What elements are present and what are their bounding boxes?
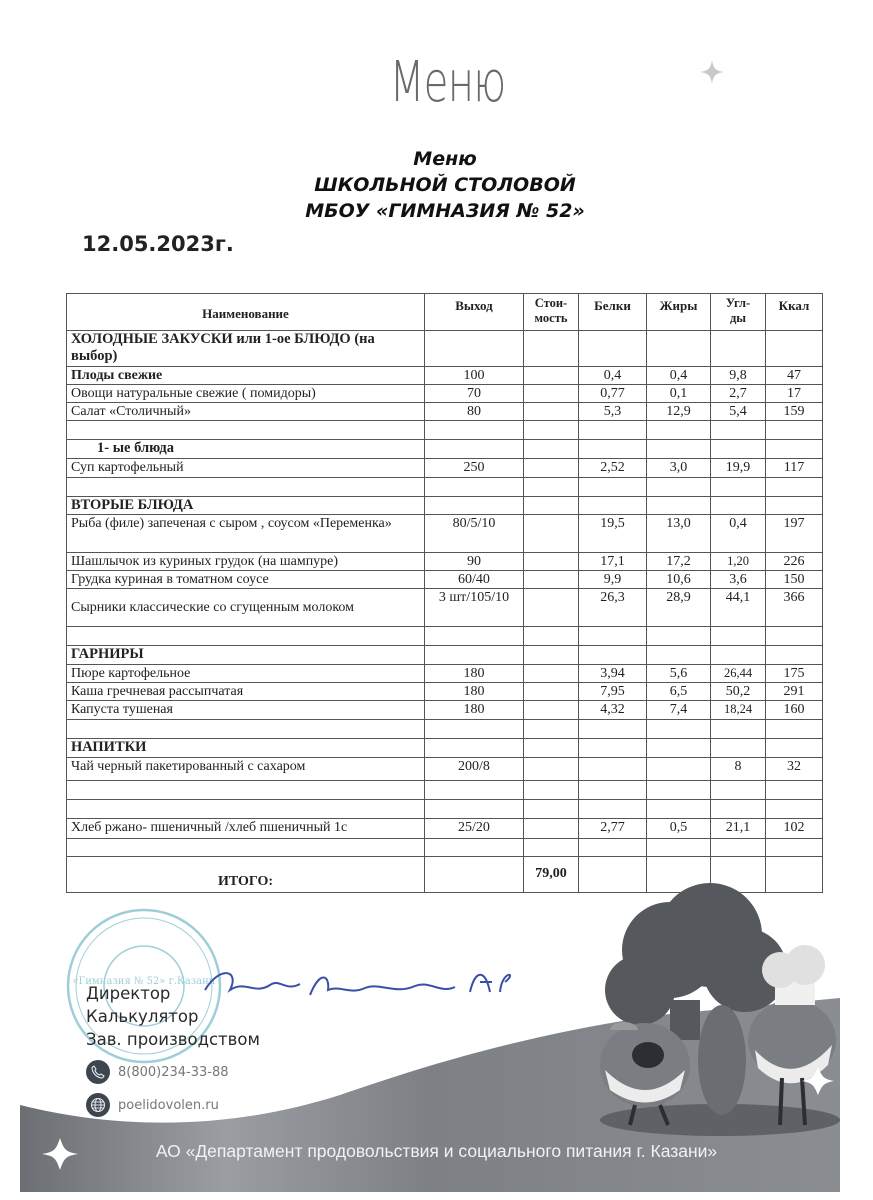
cell-kcal <box>766 440 823 459</box>
cell-name: Рыба (филе) запеченая с сыром , соусом «Переменка» <box>67 515 425 553</box>
cell-fat: 0,1 <box>647 385 711 403</box>
cell-protein: 9,9 <box>579 571 647 589</box>
cell-fat <box>647 739 711 758</box>
cell-name: Суп картофельный <box>67 459 425 478</box>
phone-number: 8(800)234-33-88 <box>118 1064 229 1080</box>
cell-carbs: 26,44 <box>711 665 766 683</box>
cell-protein: 2,77 <box>579 819 647 839</box>
column-header-cost-line1: Стои- <box>534 296 568 310</box>
role-director: Директор <box>86 984 171 1003</box>
cell-name <box>67 627 425 646</box>
cell-cost <box>524 646 579 665</box>
decorative-title: Меню <box>389 50 506 115</box>
cell-protein: 7,95 <box>579 683 647 701</box>
cell-name: Чай черный пакетированный с сахаром <box>67 758 425 781</box>
cell-cost <box>524 571 579 589</box>
table-row <box>67 367 823 385</box>
cell-fat: 10,6 <box>647 571 711 589</box>
cell-kcal <box>766 497 823 515</box>
cell-carbs: 5,4 <box>711 403 766 421</box>
cell-name <box>67 421 425 440</box>
cell-kcal <box>766 781 823 800</box>
cell-protein <box>579 839 647 857</box>
cell-carbs: 1,20 <box>711 553 766 571</box>
column-header-name: Наименование <box>67 294 425 331</box>
table-row <box>67 683 823 701</box>
cell-name: Каша гречневая рассыпчатая <box>67 683 425 701</box>
cell-kcal <box>766 739 823 758</box>
cell-carbs: 50,2 <box>711 683 766 701</box>
cell-protein: 19,5 <box>579 515 647 553</box>
title-line-3: МБОУ «ГИМНАЗИЯ № 52» <box>305 200 585 222</box>
cell-name: Грудка куриная в томатном соусе <box>67 571 425 589</box>
cell-carbs: 2,7 <box>711 385 766 403</box>
cell-kcal <box>766 720 823 739</box>
cell-name: Овощи натуральные свежие ( помидоры) <box>67 385 425 403</box>
cell-cost <box>524 627 579 646</box>
table-row <box>67 589 823 627</box>
cell-cost <box>524 701 579 720</box>
cell-cost <box>524 385 579 403</box>
cell-yield <box>425 331 524 367</box>
cell-yield <box>425 478 524 497</box>
cell-fat <box>647 421 711 440</box>
cell-protein <box>579 331 647 367</box>
cell-protein <box>579 720 647 739</box>
cell-yield <box>425 421 524 440</box>
cell-name <box>67 839 425 857</box>
cell-yield <box>425 800 524 819</box>
table-row <box>67 459 823 478</box>
cell-protein: 4,32 <box>579 701 647 720</box>
contact-website <box>86 1093 219 1117</box>
cell-carbs: 8 <box>711 758 766 781</box>
cell-yield <box>425 781 524 800</box>
cell-name: Пюре картофельное <box>67 665 425 683</box>
cell-cost <box>524 781 579 800</box>
table-header-row <box>67 294 823 331</box>
empty-row <box>67 627 823 646</box>
cell-cost <box>524 421 579 440</box>
phone-icon <box>86 1060 110 1084</box>
empty-row <box>67 839 823 857</box>
cell-protein: 5,3 <box>579 403 647 421</box>
section-row <box>67 646 823 665</box>
cell-cost <box>524 478 579 497</box>
cell-name: Шашлычок из куриных грудок (на шампуре) <box>67 553 425 571</box>
cell-fat <box>647 497 711 515</box>
cell-fat: 13,0 <box>647 515 711 553</box>
cell-yield <box>425 627 524 646</box>
cell-carbs <box>711 839 766 857</box>
cell-protein <box>579 739 647 758</box>
cell-carbs <box>711 739 766 758</box>
empty-row <box>67 478 823 497</box>
title-line-2: ШКОЛЬНОЙ СТОЛОВОЙ <box>314 174 576 196</box>
cell-name <box>67 478 425 497</box>
cell-protein <box>579 800 647 819</box>
section-row <box>67 497 823 515</box>
cell-protein <box>579 421 647 440</box>
cell-cost <box>524 331 579 367</box>
cell-name: ГАРНИРЫ <box>67 646 425 665</box>
cell-carbs <box>711 646 766 665</box>
empty-row <box>67 781 823 800</box>
cell-carbs: 18,24 <box>711 701 766 720</box>
cell-cost <box>524 819 579 839</box>
column-header-kcal: Ккал <box>766 294 823 331</box>
total-cost: 79,00 <box>524 857 579 893</box>
website-link[interactable]: poelidovolen.ru <box>118 1097 219 1113</box>
cell-fat: 17,2 <box>647 553 711 571</box>
cell-carbs <box>711 800 766 819</box>
table-row <box>67 515 823 553</box>
cell-protein <box>579 478 647 497</box>
cell-cost <box>524 739 579 758</box>
table-row <box>67 385 823 403</box>
cell-yield <box>425 739 524 758</box>
cell-protein <box>579 440 647 459</box>
cell-carbs <box>711 421 766 440</box>
cell-yield: 3 шт/105/10 <box>425 589 524 627</box>
cell-yield: 80 <box>425 403 524 421</box>
cell-carbs <box>711 331 766 367</box>
cell-fat <box>647 781 711 800</box>
cell-fat <box>647 720 711 739</box>
cell-kcal <box>766 800 823 819</box>
cell-fat: 6,5 <box>647 683 711 701</box>
role-production-manager: Зав. производством <box>86 1030 260 1049</box>
cell-carbs: 19,9 <box>711 459 766 478</box>
cell-kcal <box>766 478 823 497</box>
cell-carbs <box>711 627 766 646</box>
table-row <box>67 758 823 781</box>
cell-yield: 25/20 <box>425 819 524 839</box>
cell-protein: 0,4 <box>579 367 647 385</box>
cell-yield: 250 <box>425 459 524 478</box>
cell-kcal <box>766 331 823 367</box>
column-header-carbs-line2: ды <box>729 311 747 325</box>
cell-protein: 2,52 <box>579 459 647 478</box>
table-row <box>67 403 823 421</box>
cell-protein: 3,94 <box>579 665 647 683</box>
cell-protein: 26,3 <box>579 589 647 627</box>
cell-carbs <box>711 497 766 515</box>
column-header-yield: Выход <box>425 294 524 331</box>
page-title <box>260 146 630 224</box>
cell-fat: 5,6 <box>647 665 711 683</box>
cell-protein <box>579 497 647 515</box>
svg-text:«Гимназия № 52» г.Казани: «Гимназия № 52» г.Казани <box>72 976 216 987</box>
cell-cost <box>524 459 579 478</box>
cell-protein <box>579 627 647 646</box>
cell-cost <box>524 665 579 683</box>
title-line-1: Меню <box>413 148 477 170</box>
cell-carbs <box>711 781 766 800</box>
cell-name: Плоды свежие <box>67 367 425 385</box>
empty-row <box>67 800 823 819</box>
cell-name: ХОЛОДНЫЕ ЗАКУСКИ или 1-ое БЛЮДО (на выбор) <box>67 331 425 367</box>
cell-kcal: 175 <box>766 665 823 683</box>
cell-cost <box>524 497 579 515</box>
cell-yield: 100 <box>425 367 524 385</box>
cell-kcal: 117 <box>766 459 823 478</box>
cell-yield: 180 <box>425 665 524 683</box>
cell-cost <box>524 683 579 701</box>
cell-kcal: 291 <box>766 683 823 701</box>
cell-fat: 7,4 <box>647 701 711 720</box>
cell-name: Капуста тушеная <box>67 701 425 720</box>
cell-yield: 180 <box>425 701 524 720</box>
cell-protein <box>579 646 647 665</box>
cell-cost <box>524 758 579 781</box>
cell-fat <box>647 758 711 781</box>
cell-fat <box>647 627 711 646</box>
cell-protein: 17,1 <box>579 553 647 571</box>
column-header-cost <box>524 294 579 331</box>
cell-yield <box>425 646 524 665</box>
cell-yield: 80/5/10 <box>425 515 524 553</box>
column-header-fat: Жиры <box>647 294 711 331</box>
cell-fat <box>647 478 711 497</box>
cell-kcal: 32 <box>766 758 823 781</box>
cell-name <box>67 800 425 819</box>
cell-fat: 0,4 <box>647 367 711 385</box>
cell-yield: 90 <box>425 553 524 571</box>
cell-fat <box>647 646 711 665</box>
cell-carbs <box>711 478 766 497</box>
cell-carbs: 3,6 <box>711 571 766 589</box>
cell-fat: 3,0 <box>647 459 711 478</box>
cell-name: 1- ые блюда <box>67 440 425 459</box>
column-header-carbs <box>711 294 766 331</box>
empty-row <box>67 720 823 739</box>
cell-protein <box>579 781 647 800</box>
empty-row <box>67 421 823 440</box>
cell-kcal: 197 <box>766 515 823 553</box>
cell-name <box>67 781 425 800</box>
cell-yield <box>425 839 524 857</box>
cell-fat: 0,5 <box>647 819 711 839</box>
cell-yield: 180 <box>425 683 524 701</box>
cell-fat: 28,9 <box>647 589 711 627</box>
cell-kcal: 226 <box>766 553 823 571</box>
cell-kcal <box>766 839 823 857</box>
cell-kcal <box>766 421 823 440</box>
cell-yield: 200/8 <box>425 758 524 781</box>
cell-cost <box>524 515 579 553</box>
cell-name: Хлеб ржано- пшеничный /хлеб пшеничный 1с <box>67 819 425 839</box>
cell-fat <box>647 800 711 819</box>
section-row <box>67 739 823 758</box>
cell-yield <box>425 720 524 739</box>
cell-kcal <box>766 627 823 646</box>
cell-fat <box>647 440 711 459</box>
cell-yield <box>425 440 524 459</box>
sparkle-icon <box>698 58 726 86</box>
section-row <box>67 331 823 367</box>
cell-protein: 0,77 <box>579 385 647 403</box>
cell-kcal: 47 <box>766 367 823 385</box>
cell-cost <box>524 440 579 459</box>
table-row <box>67 571 823 589</box>
cell-kcal: 150 <box>766 571 823 589</box>
cell-cost <box>524 367 579 385</box>
mascot-illustration <box>560 880 850 1140</box>
cell-name: Сырники классические со сгущенным молоком <box>67 589 425 627</box>
cell-fat <box>647 839 711 857</box>
cell-carbs: 21,1 <box>711 819 766 839</box>
cell-carbs: 9,8 <box>711 367 766 385</box>
cell-cost <box>524 800 579 819</box>
table-row <box>67 665 823 683</box>
cell-carbs <box>711 720 766 739</box>
cell-name: Салат «Столичный» <box>67 403 425 421</box>
cell-carbs: 0,4 <box>711 515 766 553</box>
cell-fat: 12,9 <box>647 403 711 421</box>
cell-cost <box>524 720 579 739</box>
cell-cost <box>524 403 579 421</box>
cell-kcal <box>766 646 823 665</box>
cell-cost <box>524 839 579 857</box>
cell-name: ВТОРЫЕ БЛЮДА <box>67 497 425 515</box>
cell-carbs <box>711 440 766 459</box>
table-row <box>67 553 823 571</box>
cell-cost <box>524 589 579 627</box>
cell-name <box>67 720 425 739</box>
role-calculator: Калькулятор <box>86 1007 199 1026</box>
section-row <box>67 440 823 459</box>
cell-kcal: 102 <box>766 819 823 839</box>
menu-date: 12.05.2023г. <box>82 232 234 256</box>
cell-yield <box>425 497 524 515</box>
menu-table <box>66 293 823 893</box>
contact-phone <box>86 1060 229 1084</box>
column-header-protein: Белки <box>579 294 647 331</box>
cell-cost <box>524 553 579 571</box>
cell-kcal: 366 <box>766 589 823 627</box>
cell-yield: 60/40 <box>425 571 524 589</box>
organization-name: АО «Департамент продовольствия и социального питания г. Казани» <box>155 1141 718 1161</box>
cell-kcal: 17 <box>766 385 823 403</box>
column-header-carbs-line1: Угл- <box>725 296 751 310</box>
cell-fat <box>647 331 711 367</box>
table-row <box>67 819 823 839</box>
cell-kcal: 160 <box>766 701 823 720</box>
column-header-cost-line2: мость <box>534 311 568 325</box>
cell-kcal: 159 <box>766 403 823 421</box>
cell-protein <box>579 758 647 781</box>
cell-carbs: 44,1 <box>711 589 766 627</box>
cell-name: НАПИТКИ <box>67 739 425 758</box>
globe-icon <box>86 1093 110 1117</box>
signatories <box>86 982 260 1051</box>
table-row <box>67 701 823 720</box>
total-label: ИТОГО: <box>67 857 425 893</box>
cell-yield: 70 <box>425 385 524 403</box>
